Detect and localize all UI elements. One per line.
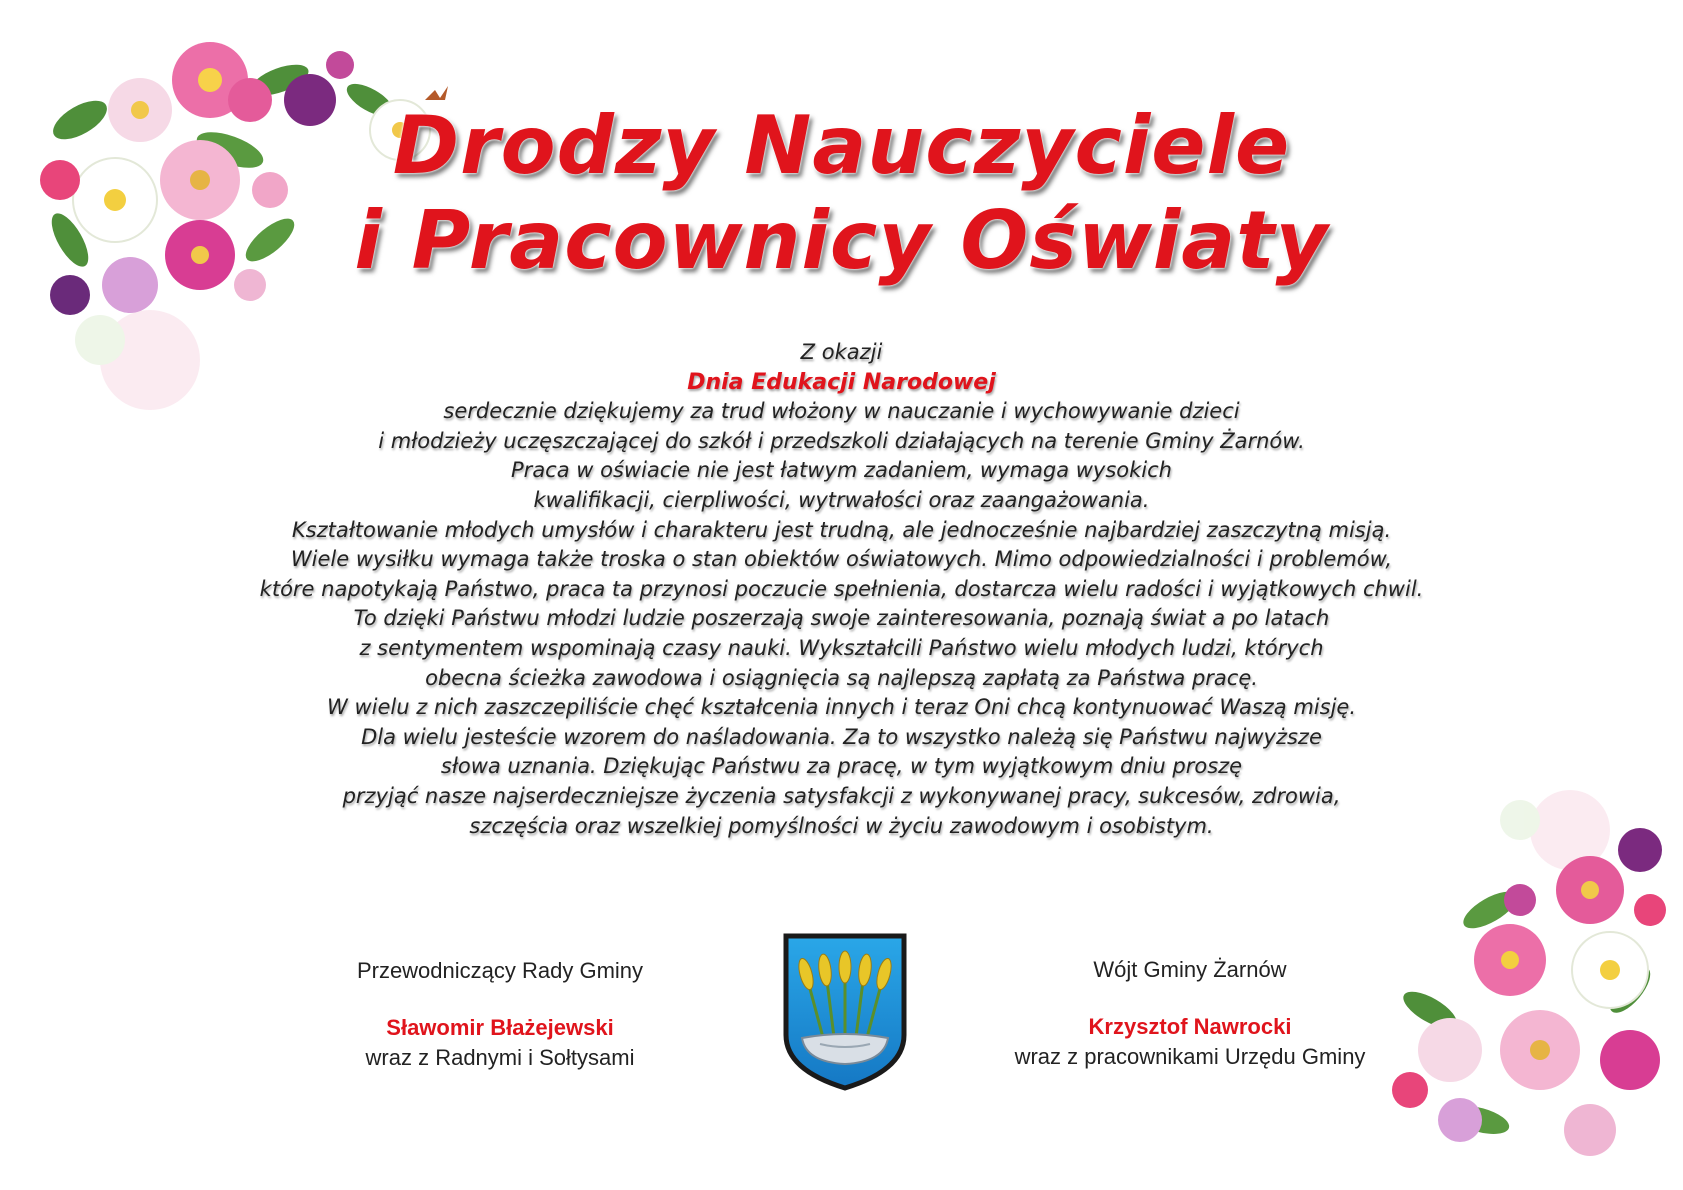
signature-left (300, 956, 700, 1073)
signature-left-with: wraz z Radnymi i Sołtysami (365, 1045, 635, 1070)
letter-body (120, 338, 1563, 841)
signature-right-with: wraz z pracownikami Urzędu Gminy (1014, 1044, 1366, 1069)
letter-line: szczęścia oraz wszelkiej pomyślności w życiu zawodowym i osobistym. (469, 813, 1214, 838)
signature-right-name: Krzysztof Nawrocki (1088, 1014, 1292, 1039)
letter-line: Praca w oświacie nie jest łatwym zadaniem, wymaga wysokich (511, 458, 1172, 483)
letter-line: słowa uznania. Dziękując Państwu za pracę, w tym wyjątkowym dniu proszę (440, 754, 1243, 779)
letter-line: które napotykają Państwo, praca ta przynosi poczucie spełnienia, dostarcza wielu radości i wyjątkowych chwil. (259, 576, 1424, 601)
letter-line: i młodzieży uczęszczającej do szkół i przedszkoli działających na terenie Gminy Żarnów. (378, 428, 1305, 453)
letter-line: W wielu z nich zaszczepiliście chęć kształcenia innych i teraz Oni chcą kontynuować Waszą misję. (327, 695, 1356, 720)
letter-intro: Z okazji (800, 340, 883, 364)
letter-line: z sentymentem wspominają czasy nauki. Wykształcili Państwo wielu młodych ludzi, których (359, 635, 1324, 660)
signature-right (980, 955, 1400, 1072)
letter-line: serdecznie dziękujemy za trud włożony w nauczanie i wychowywanie dzieci (443, 399, 1240, 424)
letter-line: To dzięki Państwu młodzi ludzie poszerzają swoje zainteresowania, poznają świat a po latach (353, 606, 1330, 631)
letter-line: przyjąć nasze najserdeczniejsze życzenia satysfakcji z wykonywanej pracy, sukcesów, zdrowia, (342, 783, 1341, 808)
coat-of-arms-icon (780, 930, 910, 1092)
page-title-line-2: i Pracownicy Oświaty (354, 194, 1329, 287)
letter-line: kwalifikacji, cierpliwości, wytrwałości oraz zaangażowania. (533, 487, 1150, 512)
letter-line: Kształtowanie młodych umysłów i charakteru jest trudną, ale jednocześnie najbardziej zaszczytną misją. (291, 517, 1392, 542)
letter-line: Dla wielu jesteście wzorem do naśladowania. Za to wszystko należą się Państwu najwyższe (361, 724, 1322, 749)
letter-occasion: Dnia Edukacji Narodowej (687, 369, 996, 395)
page-title-line-1: Drodzy Nauczyciele (392, 99, 1291, 192)
signature-left-role: Przewodniczący Rady Gminy (356, 958, 644, 983)
signature-left-name: Sławomir Błażejewski (386, 1015, 614, 1040)
signature-right-role: Wójt Gminy Żarnów (1093, 957, 1287, 982)
flower-decoration-bottom-right-icon (1370, 790, 1670, 1160)
letter-line: obecna ścieżka zawodowa i osiągnięcia są najlepszą zapłatą za Państwa pracę. (425, 665, 1258, 690)
letter-line: Wiele wysiłku wymaga także troska o stan obiektów oświatowych. Mimo odpowiedzialności i problemów, (290, 547, 1393, 572)
